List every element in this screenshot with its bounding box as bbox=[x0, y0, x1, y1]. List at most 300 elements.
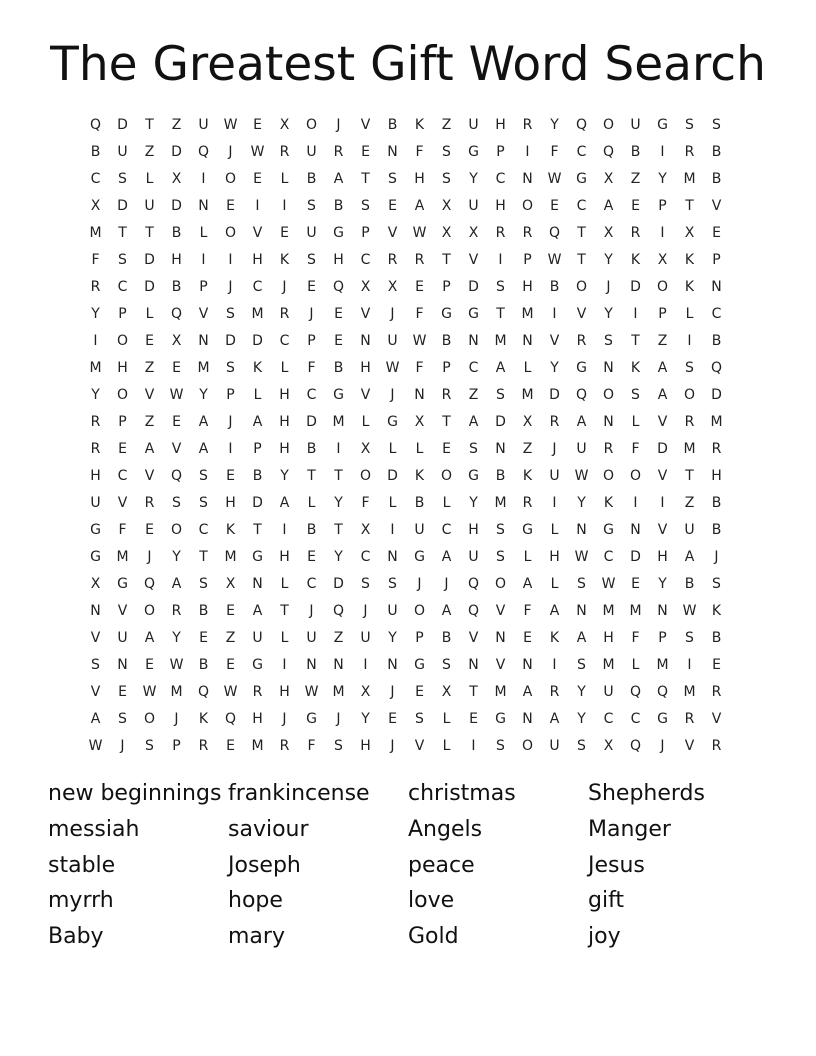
grid-letter: S bbox=[361, 198, 370, 214]
grid-letter: I bbox=[282, 657, 287, 673]
grid-letter: O bbox=[602, 387, 615, 403]
grid-letter: K bbox=[225, 522, 236, 538]
grid-letter: R bbox=[252, 684, 263, 700]
grid-letter: D bbox=[630, 549, 641, 565]
grid-letter: A bbox=[576, 414, 587, 430]
grid-letter: B bbox=[171, 279, 182, 295]
grid-letter: I bbox=[336, 441, 341, 457]
grid-letter: S bbox=[685, 117, 694, 133]
grid-letter: T bbox=[145, 117, 154, 133]
grid-letter: O bbox=[629, 468, 642, 484]
grid-letter: F bbox=[361, 495, 370, 511]
grid-letter: P bbox=[199, 279, 208, 295]
grid-letter: J bbox=[660, 738, 665, 754]
grid-letter: S bbox=[388, 171, 397, 187]
grid-letter: G bbox=[522, 522, 533, 538]
grid-letter: C bbox=[198, 522, 209, 538]
grid-letter: K bbox=[603, 495, 614, 511]
grid-letter: E bbox=[388, 711, 397, 727]
grid-letter: I bbox=[93, 333, 98, 349]
grid-letter: Z bbox=[468, 387, 479, 403]
grid-letter: B bbox=[306, 522, 317, 538]
grid-letter: A bbox=[657, 387, 668, 403]
grid-letter: X bbox=[441, 225, 452, 241]
word-list-item: Baby bbox=[48, 924, 104, 950]
grid-letter: V bbox=[468, 252, 479, 268]
grid-letter: K bbox=[198, 711, 209, 727]
grid-letter: R bbox=[441, 387, 452, 403]
grid-letter: J bbox=[309, 603, 314, 619]
word-list-item: christmas bbox=[408, 781, 516, 806]
grid-letter: U bbox=[360, 630, 371, 646]
grid-letter: O bbox=[224, 225, 237, 241]
grid-letter: U bbox=[387, 333, 398, 349]
grid-letter: G bbox=[414, 549, 425, 565]
word-list-item: peace bbox=[408, 852, 475, 878]
grid-letter: P bbox=[712, 252, 721, 268]
grid-letter: O bbox=[521, 198, 534, 214]
grid-letter: T bbox=[307, 468, 316, 484]
grid-letter: G bbox=[576, 171, 587, 187]
grid-letter: O bbox=[413, 603, 426, 619]
grid-letter: I bbox=[660, 144, 665, 160]
grid-letter: N bbox=[306, 657, 317, 673]
grid-letter: M bbox=[332, 684, 345, 700]
grid-letter: X bbox=[603, 738, 614, 754]
grid-letter: U bbox=[549, 738, 560, 754]
grid-letter: H bbox=[252, 711, 263, 727]
grid-letter: L bbox=[523, 360, 532, 376]
grid-letter: R bbox=[522, 495, 533, 511]
grid-letter: L bbox=[631, 657, 640, 673]
grid-letter: V bbox=[684, 738, 695, 754]
grid-letter: Z bbox=[333, 630, 344, 646]
grid-letter: I bbox=[228, 252, 233, 268]
word-list-item: stable bbox=[48, 852, 116, 878]
grid-letter: C bbox=[90, 171, 101, 187]
grid-letter: L bbox=[199, 225, 208, 241]
grid-letter: G bbox=[90, 549, 101, 565]
grid-letter: C bbox=[711, 306, 722, 322]
grid-letter: H bbox=[711, 468, 722, 484]
grid-letter: R bbox=[711, 441, 722, 457]
grid-letter: S bbox=[469, 441, 478, 457]
grid-letter: L bbox=[145, 171, 154, 187]
grid-letter: G bbox=[333, 387, 344, 403]
grid-letter: U bbox=[90, 495, 101, 511]
grid-letter: N bbox=[522, 333, 533, 349]
grid-letter: C bbox=[576, 144, 587, 160]
grid-letter: Q bbox=[170, 468, 183, 484]
grid-letter: P bbox=[442, 360, 451, 376]
word-list-item: mary bbox=[228, 924, 285, 950]
grid-letter: O bbox=[683, 387, 696, 403]
grid-letter: T bbox=[496, 306, 505, 322]
grid-letter: M bbox=[251, 306, 264, 322]
grid-letter: X bbox=[279, 117, 290, 133]
grid-letter: V bbox=[657, 468, 668, 484]
grid-letter: X bbox=[171, 333, 182, 349]
grid-letter: C bbox=[252, 279, 263, 295]
grid-letter: P bbox=[172, 738, 181, 754]
grid-letter: S bbox=[415, 711, 424, 727]
grid-letter: H bbox=[252, 252, 263, 268]
grid-letter: I bbox=[201, 171, 206, 187]
grid-letter: B bbox=[711, 522, 722, 538]
grid-letter: H bbox=[333, 252, 344, 268]
grid-letter: H bbox=[522, 279, 533, 295]
grid-letter: D bbox=[387, 468, 398, 484]
grid-letter: N bbox=[657, 603, 668, 619]
grid-letter: R bbox=[90, 441, 101, 457]
grid-letter: T bbox=[280, 603, 289, 619]
grid-letter: Z bbox=[171, 117, 182, 133]
grid-letter: Z bbox=[441, 117, 452, 133]
grid-letter: A bbox=[468, 414, 479, 430]
grid-letter: I bbox=[363, 657, 368, 673]
grid-letter: S bbox=[577, 657, 586, 673]
grid-letter: U bbox=[387, 603, 398, 619]
grid-letter: D bbox=[657, 441, 668, 457]
grid-letter: H bbox=[657, 549, 668, 565]
grid-letter: G bbox=[657, 711, 668, 727]
grid-letter: E bbox=[415, 684, 424, 700]
grid-letter: T bbox=[442, 252, 451, 268]
grid-letter: W bbox=[88, 738, 103, 754]
grid-letter: L bbox=[550, 522, 559, 538]
grid-letter: A bbox=[441, 549, 452, 565]
grid-letter: W bbox=[412, 225, 427, 241]
grid-letter: N bbox=[333, 657, 344, 673]
word-list-item: Manger bbox=[588, 816, 671, 842]
grid-letter: W bbox=[223, 117, 238, 133]
grid-letter: T bbox=[118, 225, 127, 241]
grid-letter: F bbox=[631, 441, 640, 457]
grid-letter: I bbox=[201, 252, 206, 268]
grid-letter: M bbox=[224, 549, 237, 565]
grid-letter: S bbox=[577, 576, 586, 592]
grid-letter: Y bbox=[334, 495, 343, 511]
grid-letter: H bbox=[279, 684, 290, 700]
grid-letter: B bbox=[711, 171, 722, 187]
grid-letter: A bbox=[549, 711, 560, 727]
grid-letter: W bbox=[682, 603, 697, 619]
grid-letter: L bbox=[685, 306, 694, 322]
word-list-item: love bbox=[408, 888, 455, 914]
grid-letter: C bbox=[117, 468, 128, 484]
grid-letter: A bbox=[279, 495, 290, 511]
word-list-item: frankincense bbox=[228, 781, 370, 806]
grid-letter: B bbox=[198, 603, 209, 619]
grid-letter: E bbox=[712, 225, 721, 241]
grid-letter: G bbox=[468, 306, 479, 322]
grid-letter: P bbox=[658, 198, 667, 214]
grid-letter: N bbox=[522, 711, 533, 727]
grid-letter: J bbox=[552, 441, 557, 457]
grid-letter: J bbox=[363, 603, 368, 619]
grid-letter: S bbox=[307, 252, 316, 268]
grid-letter: F bbox=[550, 144, 559, 160]
grid-letter: H bbox=[549, 549, 560, 565]
word-list-item: saviour bbox=[228, 816, 309, 842]
grid-letter: D bbox=[144, 279, 155, 295]
grid-letter: Y bbox=[577, 711, 586, 727]
grid-letter: X bbox=[360, 441, 371, 457]
grid-letter: O bbox=[494, 576, 507, 592]
grid-letter: L bbox=[280, 171, 289, 187]
grid-letter: N bbox=[522, 171, 533, 187]
letter-grid bbox=[82, 112, 730, 760]
grid-letter: P bbox=[226, 387, 235, 403]
grid-letter: O bbox=[170, 522, 183, 538]
grid-letter: G bbox=[306, 711, 317, 727]
grid-letter: E bbox=[118, 684, 127, 700]
grid-letter: A bbox=[576, 630, 587, 646]
grid-letter: I bbox=[228, 441, 233, 457]
grid-letter: L bbox=[361, 414, 370, 430]
grid-letter: C bbox=[603, 549, 614, 565]
grid-letter: U bbox=[549, 468, 560, 484]
grid-letter: X bbox=[360, 684, 371, 700]
grid-letter: H bbox=[117, 360, 128, 376]
grid-letter: J bbox=[606, 279, 611, 295]
grid-letter: H bbox=[90, 468, 101, 484]
grid-letter: R bbox=[684, 711, 695, 727]
grid-letter: Z bbox=[684, 495, 695, 511]
grid-letter: A bbox=[252, 603, 263, 619]
page-title: The Greatest Gift Word Search bbox=[50, 37, 766, 92]
grid-letter: Y bbox=[172, 630, 181, 646]
grid-letter: W bbox=[547, 252, 562, 268]
grid-letter: R bbox=[279, 306, 290, 322]
grid-letter: X bbox=[360, 279, 371, 295]
grid-letter: D bbox=[495, 414, 506, 430]
grid-letter: N bbox=[603, 414, 614, 430]
grid-letter: C bbox=[117, 279, 128, 295]
word-list-item: Gold bbox=[408, 924, 459, 950]
grid-letter: M bbox=[683, 171, 696, 187]
grid-letter: V bbox=[549, 333, 560, 349]
grid-letter: E bbox=[118, 441, 127, 457]
grid-letter: S bbox=[118, 171, 127, 187]
grid-letter: V bbox=[144, 468, 155, 484]
grid-letter: H bbox=[171, 252, 182, 268]
grid-letter: J bbox=[336, 711, 341, 727]
grid-letter: M bbox=[251, 738, 264, 754]
grid-letter: S bbox=[496, 522, 505, 538]
grid-letter: K bbox=[684, 252, 695, 268]
grid-letter: I bbox=[660, 225, 665, 241]
grid-letter: B bbox=[549, 279, 560, 295]
grid-letter: D bbox=[171, 144, 182, 160]
grid-letter: L bbox=[388, 495, 397, 511]
grid-letter: E bbox=[199, 630, 208, 646]
grid-letter: C bbox=[306, 387, 317, 403]
grid-letter: M bbox=[494, 495, 507, 511]
grid-letter: N bbox=[522, 657, 533, 673]
grid-letter: W bbox=[142, 684, 157, 700]
grid-letter: N bbox=[198, 333, 209, 349]
grid-letter: R bbox=[333, 144, 344, 160]
grid-letter: G bbox=[495, 711, 506, 727]
grid-letter: I bbox=[552, 657, 557, 673]
grid-letter: Y bbox=[91, 387, 100, 403]
grid-letter: M bbox=[710, 414, 723, 430]
grid-letter: A bbox=[414, 198, 425, 214]
grid-letter: L bbox=[442, 738, 451, 754]
grid-letter: E bbox=[172, 360, 181, 376]
grid-letter: R bbox=[711, 684, 722, 700]
grid-letter: U bbox=[252, 630, 263, 646]
grid-letter: O bbox=[521, 738, 534, 754]
grid-letter: R bbox=[144, 495, 155, 511]
grid-letter: A bbox=[144, 441, 155, 457]
grid-letter: K bbox=[711, 603, 722, 619]
grid-letter: B bbox=[306, 441, 317, 457]
grid-letter: P bbox=[442, 279, 451, 295]
grid-letter: V bbox=[468, 630, 479, 646]
grid-letter: Y bbox=[469, 171, 478, 187]
grid-letter: B bbox=[441, 333, 452, 349]
grid-letter: X bbox=[171, 171, 182, 187]
grid-letter: J bbox=[228, 144, 233, 160]
grid-letter: X bbox=[441, 684, 452, 700]
grid-letter: N bbox=[468, 657, 479, 673]
grid-letter: Y bbox=[199, 387, 208, 403]
word-list-item: gift bbox=[588, 888, 625, 914]
grid-letter: Y bbox=[577, 495, 586, 511]
grid-letter: B bbox=[252, 468, 263, 484]
grid-letter: J bbox=[282, 279, 287, 295]
grid-letter: R bbox=[630, 225, 641, 241]
grid-letter: B bbox=[630, 144, 641, 160]
grid-letter: V bbox=[387, 225, 398, 241]
grid-letter: Q bbox=[170, 306, 183, 322]
grid-letter: V bbox=[117, 603, 128, 619]
grid-letter: S bbox=[388, 576, 397, 592]
grid-letter: Q bbox=[143, 576, 156, 592]
grid-letter: M bbox=[197, 360, 210, 376]
grid-letter: M bbox=[494, 684, 507, 700]
grid-letter: Q bbox=[467, 603, 480, 619]
grid-letter: V bbox=[252, 225, 263, 241]
grid-letter: G bbox=[657, 117, 668, 133]
grid-letter: S bbox=[442, 171, 451, 187]
grid-letter: J bbox=[228, 414, 233, 430]
grid-letter: Y bbox=[604, 252, 613, 268]
grid-letter: M bbox=[116, 549, 129, 565]
grid-letter: G bbox=[468, 144, 479, 160]
grid-letter: L bbox=[280, 576, 289, 592]
grid-letter: E bbox=[415, 279, 424, 295]
grid-letter: J bbox=[390, 387, 395, 403]
grid-letter: H bbox=[495, 117, 506, 133]
grid-letter: N bbox=[468, 333, 479, 349]
grid-letter: V bbox=[90, 630, 101, 646]
grid-letter: I bbox=[390, 522, 395, 538]
grid-letter: A bbox=[198, 441, 209, 457]
grid-letter: O bbox=[305, 117, 318, 133]
grid-letter: U bbox=[576, 441, 587, 457]
grid-letter: Z bbox=[144, 144, 155, 160]
grid-letter: P bbox=[496, 144, 505, 160]
grid-letter: V bbox=[495, 603, 506, 619]
grid-letter: N bbox=[495, 441, 506, 457]
grid-letter: A bbox=[252, 414, 263, 430]
grid-letter: A bbox=[495, 360, 506, 376]
grid-letter: I bbox=[471, 738, 476, 754]
grid-letter: M bbox=[332, 414, 345, 430]
grid-letter: N bbox=[198, 198, 209, 214]
grid-letter: N bbox=[117, 657, 128, 673]
grid-letter: E bbox=[712, 657, 721, 673]
grid-letter: D bbox=[252, 495, 263, 511]
grid-letter: N bbox=[387, 657, 398, 673]
grid-letter: E bbox=[469, 711, 478, 727]
grid-letter: I bbox=[255, 198, 260, 214]
grid-letter: W bbox=[304, 684, 319, 700]
grid-letter: A bbox=[171, 576, 182, 592]
grid-letter: B bbox=[711, 630, 722, 646]
grid-letter: U bbox=[306, 144, 317, 160]
grid-letter: X bbox=[360, 522, 371, 538]
grid-letter: N bbox=[387, 549, 398, 565]
grid-letter: C bbox=[468, 360, 479, 376]
grid-letter: D bbox=[171, 198, 182, 214]
grid-letter: T bbox=[685, 468, 694, 484]
grid-letter: W bbox=[223, 684, 238, 700]
grid-letter: G bbox=[441, 306, 452, 322]
grid-letter: E bbox=[631, 576, 640, 592]
grid-letter: E bbox=[280, 225, 289, 241]
grid-letter: W bbox=[547, 171, 562, 187]
grid-letter: F bbox=[631, 630, 640, 646]
grid-letter: P bbox=[253, 441, 262, 457]
grid-letter: A bbox=[198, 414, 209, 430]
grid-letter: O bbox=[602, 468, 615, 484]
grid-letter: P bbox=[658, 306, 667, 322]
grid-letter: U bbox=[468, 198, 479, 214]
grid-letter: D bbox=[630, 279, 641, 295]
grid-letter: H bbox=[279, 549, 290, 565]
grid-letter: Q bbox=[467, 576, 480, 592]
grid-letter: L bbox=[442, 711, 451, 727]
grid-letter: D bbox=[117, 117, 128, 133]
grid-letter: T bbox=[334, 468, 343, 484]
grid-letter: Y bbox=[604, 306, 613, 322]
grid-letter: B bbox=[495, 468, 506, 484]
grid-letter: R bbox=[90, 414, 101, 430]
grid-letter: C bbox=[495, 171, 506, 187]
grid-letter: Q bbox=[575, 387, 588, 403]
grid-letter: J bbox=[282, 711, 287, 727]
grid-letter: S bbox=[334, 738, 343, 754]
grid-letter: E bbox=[361, 144, 370, 160]
grid-letter: U bbox=[630, 117, 641, 133]
grid-letter: W bbox=[250, 144, 265, 160]
word-list-item: Jesus bbox=[588, 852, 645, 878]
grid-letter: O bbox=[143, 603, 156, 619]
grid-letter: F bbox=[307, 738, 316, 754]
grid-letter: I bbox=[498, 252, 503, 268]
grid-letter: R bbox=[549, 684, 560, 700]
grid-letter: S bbox=[685, 360, 694, 376]
grid-letter: E bbox=[253, 117, 262, 133]
grid-letter: C bbox=[603, 711, 614, 727]
grid-letter: V bbox=[657, 414, 668, 430]
word-list bbox=[48, 776, 768, 955]
grid-letter: P bbox=[307, 333, 316, 349]
